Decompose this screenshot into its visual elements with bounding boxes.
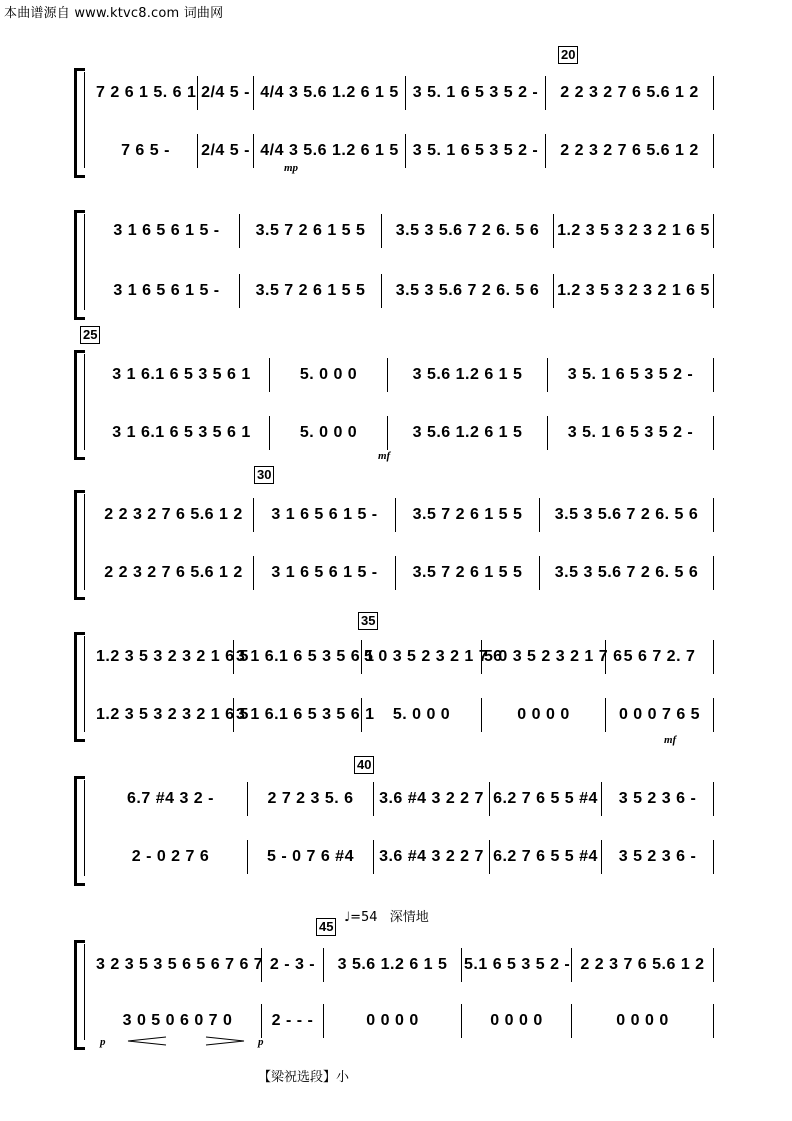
upper-staff <box>94 948 714 982</box>
measure: 5. 0 0 0 <box>270 416 388 450</box>
lower-staff <box>94 556 714 590</box>
dynamic-p: p <box>100 1036 106 1048</box>
measure: 5 6 7 2. 7 <box>606 640 714 674</box>
lower-staff <box>94 698 714 732</box>
system-3 <box>78 350 714 460</box>
measure: 3 2 3 5 3 5 6 5 6 7 6 7 <box>94 948 262 982</box>
rehearsal-mark-40: 40 <box>354 756 374 774</box>
upper-staff <box>94 214 714 248</box>
measure: 3.5 7 2 6 1 5 5 <box>240 214 382 248</box>
measure: 2 2 3 2 7 6 5.6 1 2 <box>94 498 254 532</box>
upper-staff <box>94 358 714 392</box>
measure: 2/4 5 - <box>198 134 254 168</box>
measure: 3 5. 1 6 5 3 5 2 - <box>406 76 546 110</box>
measure: 1.2 3 5 3 2 3 2 1 6 5 <box>554 274 714 308</box>
measure: 3 1 6 5 6 1 5 - <box>94 274 240 308</box>
measure: 2 2 3 2 7 6 5.6 1 2 <box>546 76 714 110</box>
measure: 7 6 5 - <box>94 134 198 168</box>
measure: 3 5. 1 6 5 3 5 2 - <box>548 358 714 392</box>
upper-staff <box>94 640 714 674</box>
measure: 0 0 0 0 <box>482 698 606 732</box>
measure: 4/4 3 5.6 1.2 6 1 5 <box>254 76 406 110</box>
measure: 3 0 5 0 6 0 7 0 <box>94 1004 262 1038</box>
lower-staff <box>94 134 714 168</box>
system-5 <box>78 632 714 746</box>
measure: 6.2 7 6 5 5 #4 <box>490 840 602 874</box>
lower-staff <box>94 1004 714 1038</box>
measure: 3 5. 1 6 5 3 5 2 - <box>548 416 714 450</box>
measure: 5.1 6 5 3 5 2 - <box>462 948 572 982</box>
measure: 1.2 3 5 3 2 3 2 1 6 5 <box>94 698 234 732</box>
measure: 5 0 3 5 2 3 2 1 7 6 <box>482 640 606 674</box>
dynamic-mf: mf <box>664 734 677 746</box>
measure: 1.2 3 5 3 2 3 2 1 6 5 <box>94 640 234 674</box>
upper-staff <box>94 76 714 110</box>
measure: 2 - 0 2 7 6 <box>94 840 248 874</box>
measure: 2 2 3 2 7 6 5.6 1 2 <box>94 556 254 590</box>
measure: 2 - 3 - <box>262 948 324 982</box>
page-header: 本曲谱源自 www.ktvc8.com 词曲网 <box>4 6 224 21</box>
measure: 3.5 3 5.6 7 2 6. 5 6 <box>540 556 714 590</box>
rehearsal-mark-25: 25 <box>80 326 100 344</box>
lower-staff <box>94 416 714 450</box>
rehearsal-mark-35: 35 <box>358 612 378 630</box>
tempo-bpm: ♩=54 <box>344 910 378 925</box>
measure: 3 1 6 5 6 1 5 - <box>254 498 396 532</box>
measure: 2/4 5 - <box>198 76 254 110</box>
tempo-marking <box>344 906 429 925</box>
measure: 0 0 0 0 <box>324 1004 462 1038</box>
measure: 3 1 6.1 6 5 3 5 6 1 <box>94 416 270 450</box>
measure: 3.5 3 5.6 7 2 6. 5 6 <box>382 274 554 308</box>
measure: 3.5 3 5.6 7 2 6. 5 6 <box>540 498 714 532</box>
measure: 3 5 2 3 6 - <box>602 840 714 874</box>
measure: 3 5 2 3 6 - <box>602 782 714 816</box>
page-footer: 【梁祝选段】小 <box>258 1070 350 1085</box>
system-1 <box>78 68 714 178</box>
tempo-expression: 深情地 <box>389 910 429 925</box>
rehearsal-mark-30: 30 <box>254 466 274 484</box>
measure: 6.2 7 6 5 5 #4 <box>490 782 602 816</box>
measure: 3 1 6.1 6 5 3 5 6 1 <box>94 358 270 392</box>
measure: 3 5.6 1.2 6 1 5 <box>388 358 548 392</box>
dynamic-mp: mp <box>284 162 299 174</box>
measure: 3.6 #4 3 2 2 7 <box>374 840 490 874</box>
measure: 5 - 0 7 6 #4 <box>248 840 374 874</box>
measure: 3 1 6.1 6 5 3 5 6 1 <box>234 640 362 674</box>
upper-staff <box>94 782 714 816</box>
system-7 <box>78 940 714 1050</box>
measure: 3 1 6.1 6 5 3 5 6 1 <box>234 698 362 732</box>
measure: 3 5. 1 6 5 3 5 2 - <box>406 134 546 168</box>
measure: 1.2 3 5 3 2 3 2 1 6 5 <box>554 214 714 248</box>
measure: 2 2 3 2 7 6 5.6 1 2 <box>546 134 714 168</box>
lower-staff <box>94 274 714 308</box>
system-2 <box>78 210 714 320</box>
lower-staff <box>94 840 714 874</box>
measure: 3 1 6 5 6 1 5 - <box>94 214 240 248</box>
measure: 6.7 #4 3 2 - <box>94 782 248 816</box>
measure: 7 2 6 1 5. 6 1 <box>94 76 198 110</box>
rehearsal-mark-20: 20 <box>558 46 578 64</box>
measure: 3 1 6 5 6 1 5 - <box>254 556 396 590</box>
system-6 <box>78 776 714 886</box>
system-4 <box>78 490 714 600</box>
measure: 2 - - - <box>262 1004 324 1038</box>
measure: 3 5.6 1.2 6 1 5 <box>324 948 462 982</box>
measure: 2 7 2 3 5. 6 <box>248 782 374 816</box>
measure: 5. 0 0 0 <box>362 698 482 732</box>
measure: 0 0 0 0 <box>572 1004 714 1038</box>
measure: 3 5.6 1.2 6 1 5 <box>388 416 548 450</box>
measure: 0 0 0 0 <box>462 1004 572 1038</box>
upper-staff <box>94 498 714 532</box>
dynamic-mf: mf <box>378 450 391 462</box>
measure: 3.5 7 2 6 1 5 5 <box>240 274 382 308</box>
measure: 4/4 3 5.6 1.2 6 1 5 <box>254 134 406 168</box>
measure: 5 0 3 5 2 3 2 1 7 6 <box>362 640 482 674</box>
crescendo-hairpin <box>126 1036 256 1046</box>
measure: 0 0 0 7 6 5 <box>606 698 714 732</box>
measure: 2 2 3 7 6 5.6 1 2 <box>572 948 714 982</box>
dynamic-p: p <box>258 1036 264 1048</box>
measure: 3.5 3 5.6 7 2 6. 5 6 <box>382 214 554 248</box>
measure: 3.6 #4 3 2 2 7 <box>374 782 490 816</box>
measure: 3.5 7 2 6 1 5 5 <box>396 556 540 590</box>
measure: 3.5 7 2 6 1 5 5 <box>396 498 540 532</box>
measure: 5. 0 0 0 <box>270 358 388 392</box>
rehearsal-mark-45: 45 <box>316 918 336 936</box>
